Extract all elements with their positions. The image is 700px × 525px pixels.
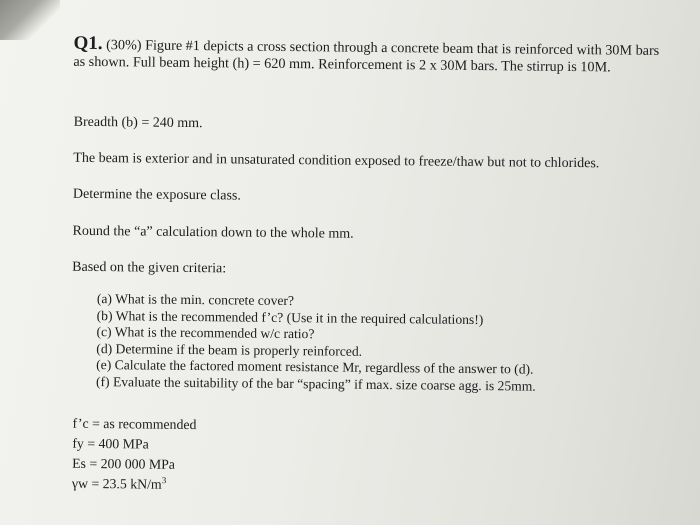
gamma-w-exponent: 3 xyxy=(161,475,167,486)
list-item: (a) What is the min. concrete cover? xyxy=(96,291,295,309)
gamma-w-text: γw = 23.5 kN/m xyxy=(71,475,162,492)
question-weight: (30%) xyxy=(106,37,142,54)
list-item: (c) What is the recommended w/c ratio? xyxy=(96,324,315,342)
list-item: (d) Determine if the beam is properly reinforced. xyxy=(96,340,363,359)
fc-property: f’c = as recommended xyxy=(72,415,197,433)
question-header xyxy=(73,32,663,77)
breadth-line: Breadth (b) = 240 mm. xyxy=(73,114,203,132)
list-item: (e) Calculate the factored moment resistance Mr, regardless of the answer to (d). xyxy=(96,357,534,377)
gamma-w-property xyxy=(72,474,196,495)
es-property: Es = 200 000 MPa xyxy=(72,455,176,472)
material-properties xyxy=(72,414,197,495)
criteria-intro: Based on the given criteria: xyxy=(72,259,227,277)
question-number: Q1. xyxy=(73,32,103,55)
task-exposure-class: Determine the exposure class. xyxy=(72,186,241,204)
question-items xyxy=(96,291,537,395)
fy-property: fy = 400 MPa xyxy=(72,435,149,452)
question-intro: Figure #1 depicts a cross section through a concrete beam that is reinforced with 30M bars as shown. Full beam height (h) = 620 mm. Reinforcement is 2 x 30M bars. The stirrup is 10M. xyxy=(73,37,660,76)
list-item: (f) Evaluate the suitability of the bar “spacing” if max. size coarse agg. is 25mm. xyxy=(95,373,536,394)
exposure-condition: The beam is exterior and in unsaturated condition exposed to freeze/thaw but not to chlorides. xyxy=(73,150,600,172)
list-item: (b) What is the recommended f’c? (Use it in the required calculations!) xyxy=(96,307,484,327)
rounding-note: Round the “a” calculation down to the whole mm. xyxy=(72,223,354,242)
